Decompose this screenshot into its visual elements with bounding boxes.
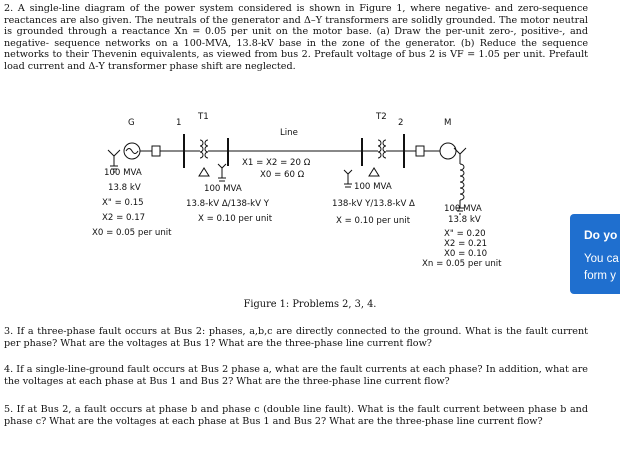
motor-breaker xyxy=(416,146,424,156)
motor-ratings xyxy=(422,204,502,269)
t1-ratings xyxy=(186,184,272,224)
motor-grounding-reactance xyxy=(460,164,464,200)
t1-delta-symbol xyxy=(199,168,209,176)
chat-popup-line: form y xyxy=(584,270,616,282)
single-line-diagram xyxy=(92,112,528,288)
motor-label: M xyxy=(444,118,452,128)
t2-rating-line: X = 0.10 per unit xyxy=(336,216,411,226)
problem-3-text: 3. If a three-phase fault occurs at Bus 2: phases, a,b,c are directly connected to the ground. What is the fault current per phase? What are the voltages at Bus 1? What are the three-phase line current flow? xyxy=(4,326,588,349)
t1-rating-line: 13.8-kV Δ/138-kV Y xyxy=(186,199,269,209)
motor-symbol xyxy=(440,143,456,159)
t2-delta-symbol xyxy=(369,168,379,176)
generator-label: G xyxy=(128,118,135,128)
figure-caption: Figure 1: Problems 2, 3, 4. xyxy=(243,299,377,310)
generator-ratings xyxy=(92,168,172,238)
chat-popup[interactable] xyxy=(570,214,620,294)
motor-rating-line: Xn = 0.05 per unit xyxy=(422,259,502,269)
problem-2-text: 2. A single-line diagram of the power system considered is shown in Figure 1, where negative- and zero-sequence reactances are also given. The neutrals of the generator and Δ–Y transformers are solidly grounded. The motor neutral is grounded through a reactance Xn = 0.05 per unit on the motor base. (a) Draw the per-unit zero-, positive-, and negative- sequence networks on a 100-MVA, 13.8-kV base in the zone of the generator. (b) Reduce the sequence networks to their Thevenin equivalents, as viewed from bus 2. Prefault voltage of bus 2 is VF = 1.05 per unit. Prefault load current and Δ-Y transformer phase shift are neglected. xyxy=(4,3,588,72)
generator-breaker xyxy=(152,146,160,156)
bus-1-label: 1 xyxy=(176,118,182,128)
t2-label: T2 xyxy=(376,112,387,122)
t1-ground-symbol xyxy=(218,164,226,181)
t2-secondary-coil xyxy=(383,140,386,158)
t1-rating-line: X = 0.10 per unit xyxy=(198,214,273,224)
motor-rating-line: 13.8 kV xyxy=(448,215,481,225)
t2-rating-line: 100 MVA xyxy=(354,182,392,192)
line-label: Line xyxy=(280,128,298,138)
t2-primary-coil xyxy=(378,140,381,158)
generator-rating-line: X2 = 0.17 xyxy=(102,213,146,223)
t2-ratings xyxy=(332,182,415,226)
motor-neutral-symbol xyxy=(454,148,466,164)
t1-primary-coil xyxy=(200,140,203,158)
generator-rating-line: X0 = 0.05 per unit xyxy=(92,228,172,238)
t1-secondary-coil xyxy=(205,140,208,158)
generator-rating-line: X" = 0.15 xyxy=(102,198,144,208)
motor-rating-line: X0 = 0.10 xyxy=(444,249,488,259)
line-x0-label: X0 = 60 Ω xyxy=(260,170,305,180)
generator-rating-line: 13.8 kV xyxy=(108,183,141,193)
t1-label: T1 xyxy=(198,112,209,122)
problem-5-text: 5. If at Bus 2, a fault occurs at phase b and phase c (double line fault). What is the fault current between phase b and phase c? What are the voltages at each phase at Bus 1 and Bus 2? What are the three-phase line current flow? xyxy=(4,404,588,427)
chat-popup-title: Do yo xyxy=(584,228,618,242)
motor-rating-line: X2 = 0.21 xyxy=(444,239,488,249)
generator-rating-line: 100 MVA xyxy=(104,168,142,178)
bus-2-label: 2 xyxy=(398,118,404,128)
motor-rating-line: X" = 0.20 xyxy=(444,229,486,239)
chat-popup-line: You ca xyxy=(584,253,619,265)
generator-sine xyxy=(126,149,138,154)
t2-rating-line: 138-kV Y/13.8-kV Δ xyxy=(332,199,415,209)
t1-rating-line: 100 MVA xyxy=(204,184,242,194)
motor-rating-line: 100 MVA xyxy=(444,204,482,214)
problem-4-text: 4. If a single-line-ground fault occurs at Bus 2 phase a, what are the fault currents at each phase? In addition, what are the voltages at each phase at Bus 1 and Bus 2? What are the three-phase line current flow? xyxy=(4,364,588,387)
line-x12-label: X1 = X2 = 20 Ω xyxy=(242,158,311,168)
